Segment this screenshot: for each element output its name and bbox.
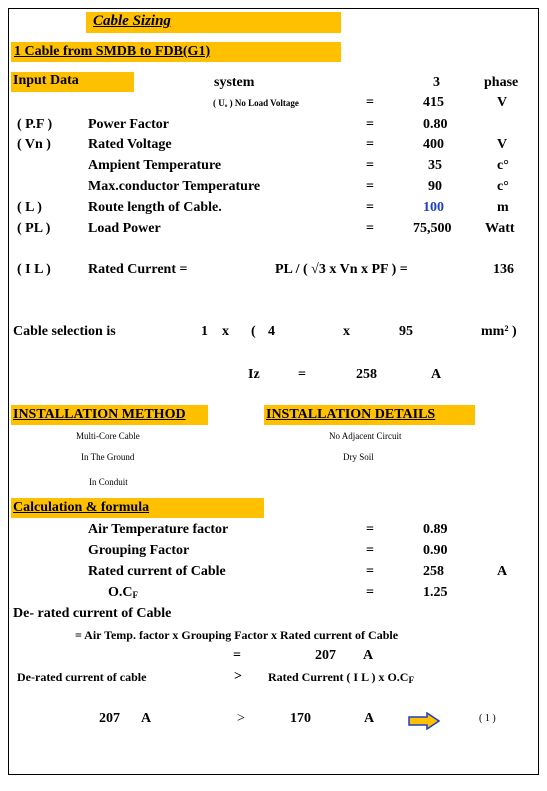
rated-current-value: 136 <box>493 262 514 277</box>
load-power-symbol: ( PL ) <box>17 221 51 236</box>
result-lhs-value: 207 <box>99 711 120 726</box>
page-title: Cable Sizing <box>93 13 171 29</box>
installation-method-3: In Conduit <box>89 477 128 487</box>
calculation-heading: Calculation & formula <box>13 500 150 515</box>
noload-label: ( Uₒ ) No Load Voltage <box>213 98 299 108</box>
length-unit: m <box>497 200 509 215</box>
cable-selection-label: Cable selection is <box>13 324 116 339</box>
ocf-label: $O.C_F$ <box>108 585 138 600</box>
pf-label: Power Factor <box>88 117 169 132</box>
cable-unit: mm² ) <box>481 324 517 339</box>
grouping-label: Grouping Factor <box>88 543 190 558</box>
load-power-value: 75,500 <box>413 221 452 236</box>
section-title: 1 Cable from SMDB to FDB(G1) <box>14 44 211 59</box>
installation-method-2: In The Ground <box>81 452 135 462</box>
derated-eq: = <box>233 648 241 663</box>
max-conductor-unit: c° <box>497 179 509 194</box>
noload-unit: V <box>497 95 508 110</box>
max-conductor-value: 90 <box>428 179 442 194</box>
result-reference: ( 1 ) <box>479 713 496 724</box>
derated-value: 207 <box>315 648 336 663</box>
load-power-unit: Watt <box>485 221 515 236</box>
installation-detail-2: Dry Soil <box>343 452 374 462</box>
load-power-label: Load Power <box>88 221 161 236</box>
rated-current-label: Rated Current = <box>88 262 188 277</box>
installation-method-1: Multi-Core Cable <box>76 431 140 441</box>
rated-current-symbol: ( I L ) <box>17 262 51 277</box>
derated-heading: De- rated current of Cable <box>13 606 172 621</box>
iz-value: 258 <box>356 367 377 382</box>
cable-x1: x <box>222 324 229 339</box>
compare-rhs-subscript: F <box>408 675 414 685</box>
grouping-eq: = <box>366 543 374 558</box>
compare-gt: > <box>234 669 242 684</box>
load-power-eq: = <box>366 221 374 236</box>
iz-label: Iz <box>248 367 260 382</box>
result-rhs-unit: A <box>364 711 375 726</box>
system-value: 3 <box>433 75 440 90</box>
system-label: system <box>214 75 255 90</box>
rated-cable-current-eq: = <box>366 564 374 579</box>
cable-cores: 1 <box>201 324 208 339</box>
pf-value: 0.80 <box>423 117 448 132</box>
length-label: Route length of Cable. <box>88 200 222 215</box>
pf-eq: = <box>366 117 374 132</box>
max-conductor-label: Max.conductor Temperature <box>88 179 261 194</box>
installation-details-heading: INSTALLATION DETAILS <box>266 407 436 422</box>
ocf-value: 1.25 <box>423 585 448 600</box>
vn-eq: = <box>366 137 374 152</box>
rated-cable-current-unit: A <box>497 564 508 579</box>
cable-count: 4 <box>268 324 275 339</box>
ocf-subscript: F <box>132 590 138 600</box>
air-temp-value: 0.89 <box>423 522 448 537</box>
result-gt: > <box>237 711 245 726</box>
length-eq: = <box>366 200 374 215</box>
cable-sizing-sheet <box>8 8 539 775</box>
air-temp-label: Air Temperature factor <box>88 522 229 537</box>
cable-size: 95 <box>399 324 413 339</box>
length-value[interactable]: 100 <box>423 200 444 215</box>
vn-unit: V <box>497 137 508 152</box>
ambient-value: 35 <box>428 158 442 173</box>
installation-detail-1: No Adjacent Circuit <box>329 431 402 441</box>
cable-paren-open: ( <box>251 324 256 339</box>
input-data-heading: Input Data <box>13 73 79 88</box>
iz-unit: A <box>431 367 442 382</box>
ambient-label: Ampient Temperature <box>88 158 222 173</box>
max-conductor-eq: = <box>366 179 374 194</box>
noload-value: 415 <box>423 95 444 110</box>
pf-symbol: ( P.F ) <box>17 117 53 132</box>
rated-cable-current-label: Rated current of Cable <box>88 564 226 579</box>
vn-label: Rated Voltage <box>88 137 172 152</box>
ambient-eq: = <box>366 158 374 173</box>
ambient-unit: c° <box>497 158 509 173</box>
vn-value: 400 <box>423 137 444 152</box>
result-lhs-unit: A <box>141 711 152 726</box>
grouping-value: 0.90 <box>423 543 448 558</box>
ocf-eq: = <box>366 585 374 600</box>
system-unit: phase <box>484 75 519 90</box>
derated-formula: = Air Temp. factor x Grouping Factor x Rated current of Cable <box>75 628 399 642</box>
rated-current-formula: PL / ( √3 x Vn x PF ) = <box>275 262 408 277</box>
air-temp-eq: = <box>366 522 374 537</box>
noload-eq: = <box>366 95 374 110</box>
rated-cable-current-value: 258 <box>423 564 444 579</box>
cable-x2: x <box>343 324 350 339</box>
iz-eq: = <box>298 367 306 382</box>
length-symbol: ( L ) <box>17 200 42 215</box>
arrow-right-icon[interactable] <box>408 712 440 730</box>
derated-unit: A <box>363 648 374 663</box>
installation-method-heading: INSTALLATION METHOD <box>13 407 186 422</box>
compare-rhs: Rated Current ( I L ) x $O.C_F$ <box>268 670 414 685</box>
compare-label: De-rated current of cable <box>17 670 147 684</box>
vn-symbol: ( Vn ) <box>17 137 51 152</box>
result-rhs-value: 170 <box>290 711 311 726</box>
